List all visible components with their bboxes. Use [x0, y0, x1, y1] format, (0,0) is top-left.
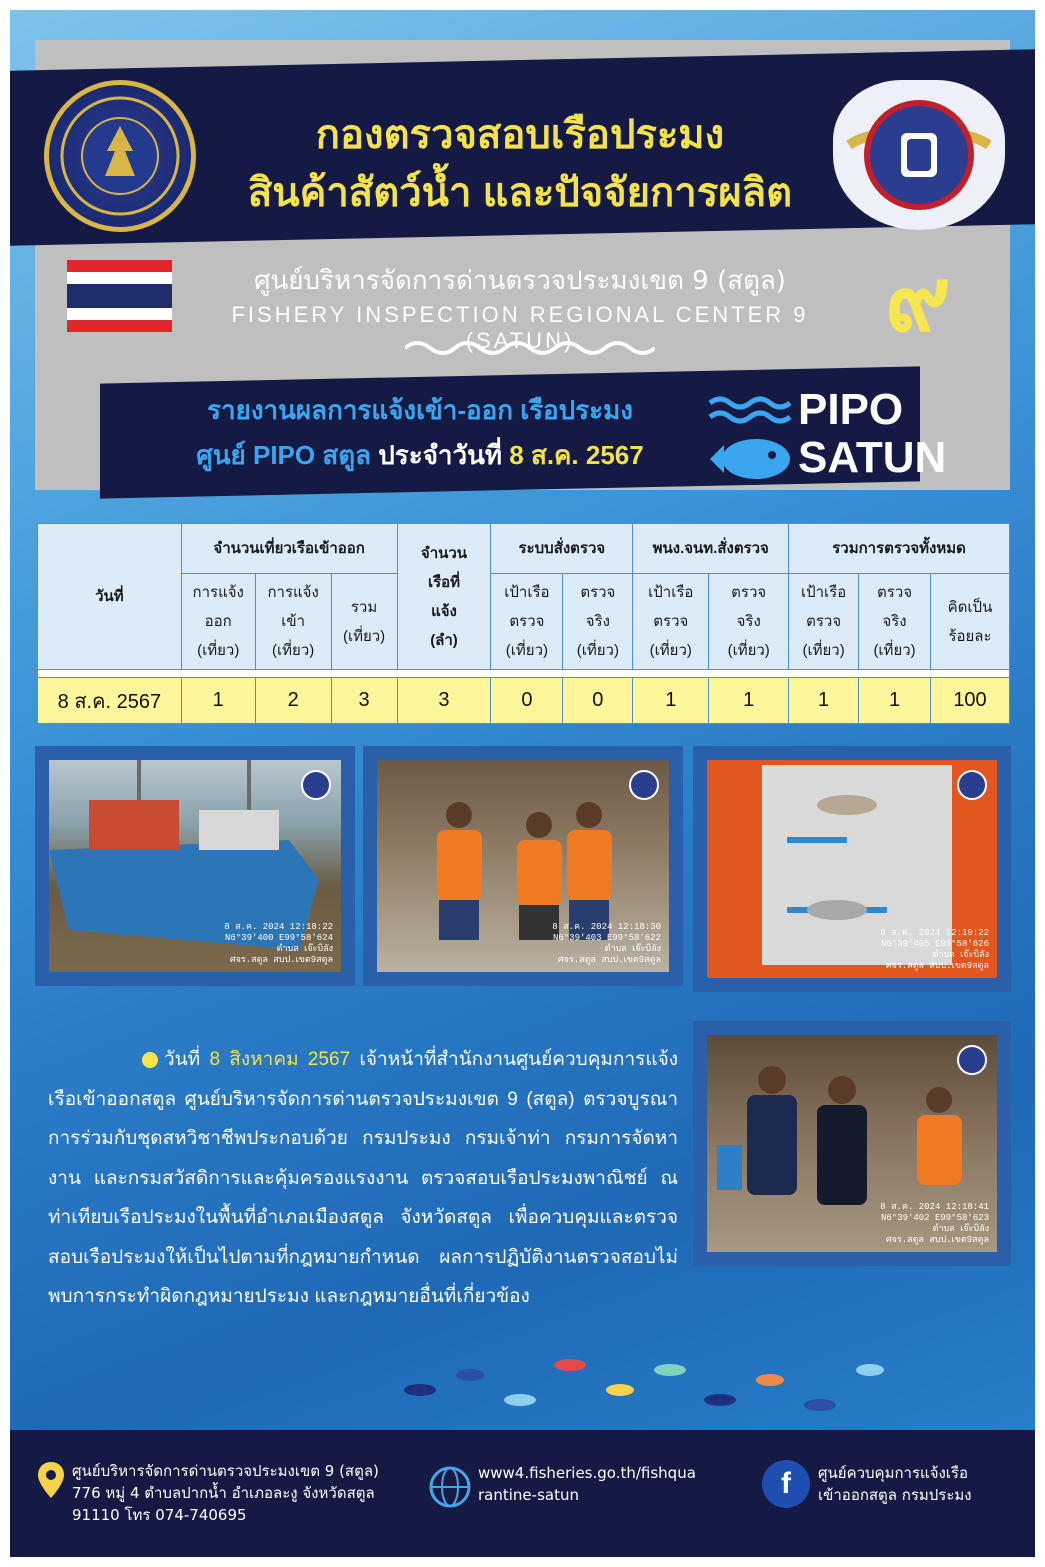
header-line: การแจ้ง [192, 584, 244, 601]
header-line: ตรวจ [806, 613, 842, 630]
footer-facebook[interactable] [818, 1462, 972, 1506]
pipo-logo-line2: SATUN [798, 433, 947, 482]
web-globe-icon [428, 1465, 472, 1509]
center-name-thai: ศูนย์บริหารจัดการด่านตรวจประมงเขต 9 (สตูล) [254, 266, 786, 296]
report-date-label: ประจำวันที่ [371, 440, 510, 470]
report-center-name: ศูนย์ PIPO สตูล [196, 440, 372, 470]
header-out [181, 574, 255, 670]
report-title-line2 [160, 435, 680, 476]
header-line: เป้าเรือ [800, 584, 847, 601]
facebook-icon[interactable]: f [762, 1460, 810, 1508]
header-line: การแจ้ง [267, 584, 319, 601]
cell-officer-actual: 1 [709, 678, 789, 724]
pipo-logo-line1: PIPO [798, 385, 904, 434]
header-line: ตรวจ [509, 613, 545, 630]
header-system-target [491, 574, 563, 670]
header-date: วันที่ [38, 524, 182, 670]
cell-system-actual: 0 [563, 678, 633, 724]
wave-divider-icon [405, 338, 655, 358]
cell-total: 3 [331, 678, 397, 724]
photo-content [707, 1035, 997, 1252]
cell-officer-target: 1 [633, 678, 709, 724]
header-title-line2: สินค้าสัตว์น้ำ และปัจจัยการผลิต [247, 171, 793, 215]
photo-inspection-officers [693, 1021, 1011, 1266]
region-numeral: ๙ [885, 247, 951, 352]
department-of-fisheries-seal-logo [44, 80, 196, 232]
fishery-badge-icon [957, 1045, 987, 1075]
header-line: (เที่ยว) [505, 642, 549, 659]
body-date: 8 สิงหาคม 2567 [209, 1049, 351, 1070]
cell-date: 8 ส.ค. 2567 [38, 678, 182, 724]
header-line: จำนวน [420, 544, 468, 562]
footer-address [72, 1460, 379, 1526]
poster [10, 10, 1035, 1557]
header-line: (เที่ยว) [197, 642, 240, 659]
facebook-line2[interactable]: เข้าออกสตูล กรมประมง [818, 1486, 972, 1504]
thai-flag-icon [67, 260, 172, 332]
header-trips-group: จำนวนเที่ยวเรือเข้าออก [181, 524, 397, 574]
photo-fish-hold [693, 746, 1011, 992]
report-body-paragraph [48, 1040, 678, 1317]
photo-content [49, 760, 341, 972]
header-title-line1: กองตรวจสอบเรือประมง [315, 113, 725, 157]
fishery-badge-icon [629, 770, 659, 800]
header-line: ร้อยละ [948, 627, 992, 645]
photo-timestamp: 8 ส.ค. 2024 12:18:22 N6°39'400 E99°58'624 ตำบล เจ๊ะบิลัง ศจร.สตูล สบป.เขต9สตูล [224, 922, 333, 965]
header-all-group: รวมการตรวจทั้งหมด [789, 524, 1010, 574]
cell-percent: 100 [931, 678, 1010, 724]
header-line: จริง [585, 613, 610, 630]
header-line: จริง [882, 613, 907, 630]
header-all-actual [859, 574, 931, 670]
header-line: เข้า [281, 613, 306, 630]
header-officer-target [633, 574, 709, 670]
report-date: 8 ส.ค. 2567 [509, 440, 644, 470]
header-line: (เที่ยว) [342, 627, 386, 645]
header-in [255, 574, 331, 670]
header-line: แจ้ง [431, 602, 457, 620]
location-pin-icon [38, 1462, 64, 1498]
website-line1[interactable]: www4.fisheries.go.th/fishqua [478, 1464, 696, 1482]
pipo-logo-text [798, 385, 947, 482]
header-line: ตรวจ [653, 613, 689, 630]
cell-vessels: 3 [397, 678, 491, 724]
header-system-group: ระบบสั่งตรวจ [491, 524, 633, 574]
report-title-line1: รายงานผลการแจ้งเข้า-ออก เรือประมง [207, 395, 633, 425]
header-line: (เที่ยว) [802, 642, 845, 659]
footer-website[interactable] [478, 1462, 696, 1506]
header-line: ตรวจ [580, 584, 616, 601]
header-percent [931, 574, 1010, 670]
photo-content [377, 760, 669, 972]
header-line: เรือที่ [427, 573, 461, 591]
header-line: รวม [350, 598, 378, 616]
photo-crew-lifejackets [363, 746, 683, 986]
header-line: (เที่ยว) [576, 642, 619, 659]
cell-system-target: 0 [491, 678, 563, 724]
photo-timestamp: 8 ส.ค. 2024 12:19:22 N6°39'405 E99°58'626 ตำบล เจ๊ะบิลัง ศจร.สตูล สบป.เขต9สตูล [880, 928, 989, 971]
photo-timestamp: 8 ส.ค. 2024 12:18:30 N6°39'403 E99°58'622 ตำบล เจ๊ะบิลัง ศจร.สตูล สบป.เขต9สตูล [552, 922, 661, 965]
inspection-summary-table [37, 523, 1010, 724]
header-line: ตรวจ [731, 584, 767, 601]
header-line: ออก [204, 613, 232, 630]
body-prefix: วันที่ [164, 1049, 210, 1070]
table-spacer [38, 670, 1010, 678]
decorative-fish-icon [380, 1350, 900, 1420]
table-row [38, 678, 1010, 724]
address-line3: 91110 โทร 074-740695 [72, 1506, 247, 1524]
photo-timestamp: 8 ส.ค. 2024 12:18:41 N6°39'402 E99°58'623 ตำบล เจ๊ะบิลัง ศจร.สตูล สบป.เขต9สตูล [880, 1202, 989, 1245]
photo-fishing-boat [35, 746, 355, 986]
header-vessels [397, 524, 491, 670]
address-line1: ศูนย์บริหารจัดการด่านตรวจประมงเขต 9 (สตูล) [72, 1462, 379, 1480]
header-line: เป้าเรือ [504, 584, 550, 601]
header-all-target [789, 574, 859, 670]
header-line: ตรวจ [877, 584, 913, 601]
address-line2: 776 หมู่ 4 ตำบลปากน้ำ อำเภอละงู จังหวัดสตูล [72, 1484, 375, 1502]
center-name-english: FISHERY INSPECTION REGIONAL CENTER 9 (SATUN) [231, 302, 809, 353]
header-line: (เที่ยว) [873, 642, 916, 659]
bullet-icon [142, 1052, 158, 1068]
header-line: (เที่ยว) [272, 642, 315, 659]
header-total [331, 574, 397, 670]
header-officer-actual [709, 574, 789, 670]
header-line: เป้าเรือ [648, 584, 694, 601]
header-line: จริง [736, 613, 761, 630]
header-officer-group: พนง.จนท.สั่งตรวจ [633, 524, 789, 574]
photo-content [707, 760, 997, 978]
header-line: (ลำ) [430, 631, 458, 649]
website-line2[interactable]: rantine-satun [478, 1486, 579, 1504]
header-system-actual [563, 574, 633, 670]
fishery-badge-icon [957, 770, 987, 800]
header-line: คิดเป็น [947, 598, 993, 616]
body-text: เจ้าหน้าที่สำนักงานศูนย์ควบคุมการแจ้งเรือเข้าออกสตูล ศูนย์บริหารจัดการด่านตรวจประมงเขต 9 (สตูล) ตรวจบูรณาการร่วมกับชุดสหวิชาชีพประกอบด้วย กรมประมง กรมเจ้าท่า กรมการจัดหางาน และกรมสวัสดิการและคุ้มครองแรงงาน ตรวจสอบเรือประมงพาณิชย์ ณ ท่าเทียบเรือประมงในพื้นที่อำเภอเมืองสตูล จังหวัดสตูล เพื่อควบคุมและตรวจสอบเรือประมงให้เป็นไปตามที่กฎหมายกำหนด ผลการปฏิบัติงานตรวจสอบไม่พบการกระทำผิดกฎหมายประมง และกฎหมายอื่นที่เกี่ยวข้อง [48, 1049, 678, 1307]
header-line: (เที่ยว) [649, 642, 692, 659]
cell-in: 2 [255, 678, 331, 724]
cell-all-actual: 1 [859, 678, 931, 724]
fishery-badge-icon [301, 770, 331, 800]
facebook-line1[interactable]: ศูนย์ควบคุมการแจ้งเรือ [818, 1464, 968, 1482]
fishery-inspection-badge-logo [833, 80, 1005, 230]
header-line: (เที่ยว) [727, 642, 770, 659]
cell-all-target: 1 [789, 678, 859, 724]
cell-out: 1 [181, 678, 255, 724]
